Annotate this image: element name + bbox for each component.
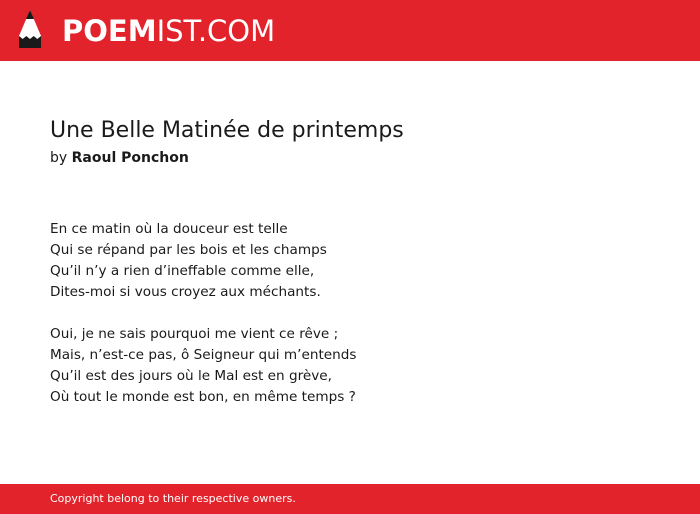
poem-line: Qu’il n’y a rien d’ineffable comme elle, — [50, 263, 315, 279]
pencil-icon[interactable] — [15, 8, 45, 52]
author-name: Raoul Ponchon — [71, 150, 189, 166]
poem-line: Mais, n’est-ce pas, ô Seigneur qui m’entends — [50, 347, 357, 363]
logo-light-text: IST.COM — [156, 14, 276, 48]
poem-line: En ce matin où la douceur est telle — [50, 221, 288, 237]
poem-line: Qui se répand par les bois et les champs — [50, 242, 327, 258]
byline — [50, 148, 189, 168]
poem-line: Qu’il est des jours où le Mal est en grève, — [50, 368, 332, 384]
by-label: by — [50, 150, 68, 166]
site-header — [0, 0, 700, 61]
copyright-notice: Copyright belong to their respective owners. — [50, 492, 296, 505]
poem-body — [50, 219, 650, 429]
poem-line: Dites-moi si vous croyez aux méchants. — [50, 284, 321, 300]
logo-bold-text: POEM — [62, 14, 157, 48]
stanza — [50, 219, 650, 303]
poem-line: Oui, je ne sais pourquoi me vient ce rêve ; — [50, 326, 339, 342]
site-logo[interactable] — [62, 11, 275, 51]
site-footer — [0, 484, 700, 514]
stanza — [50, 324, 650, 408]
poem-line: Où tout le monde est bon, en même temps ? — [50, 389, 356, 405]
poem-title: Une Belle Matinée de printemps — [50, 118, 404, 143]
